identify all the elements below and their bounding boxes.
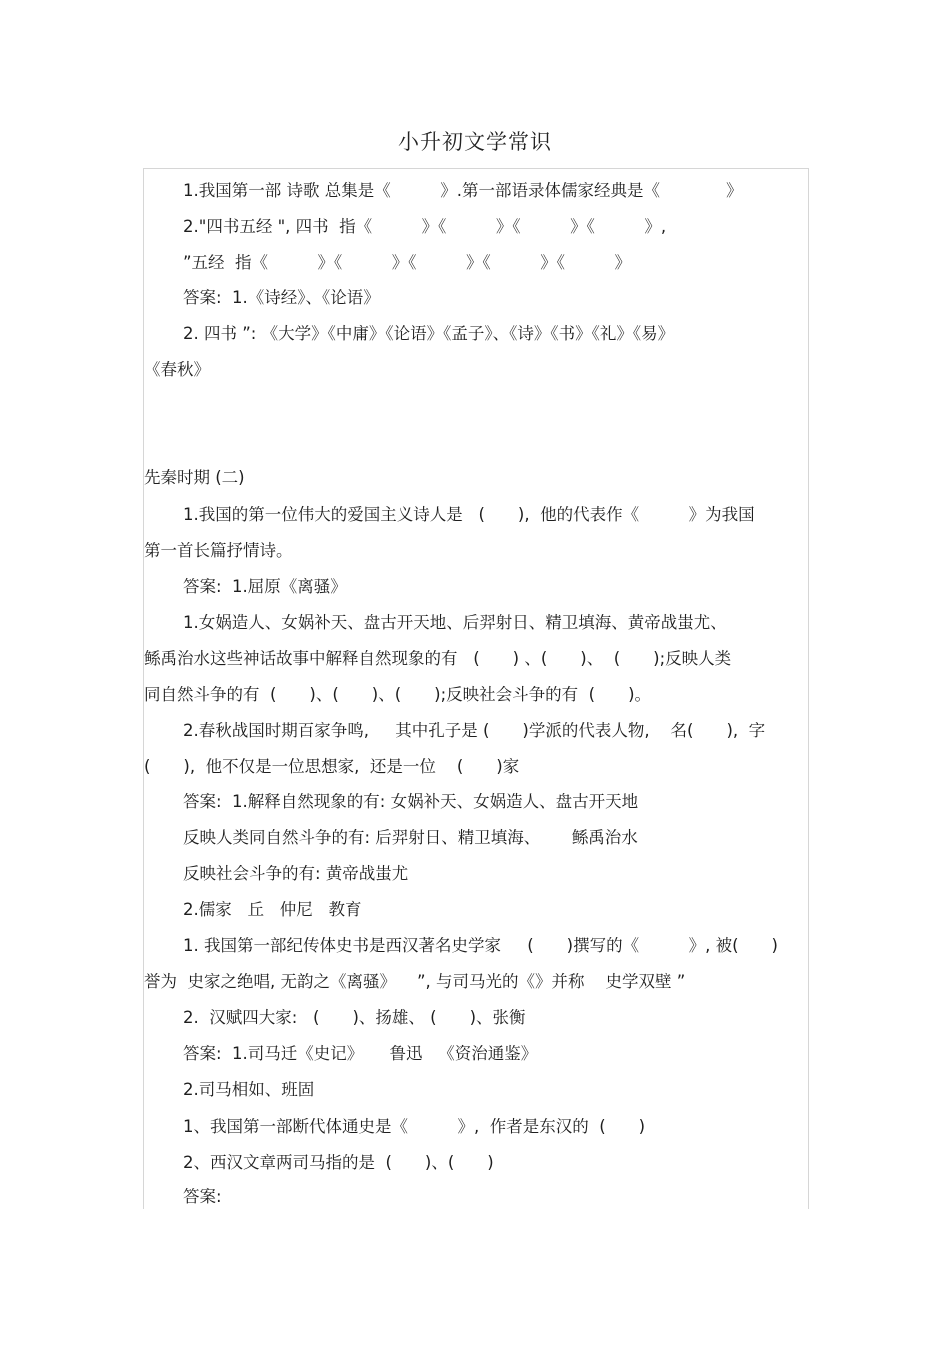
text-line: 答案: 1.解释自然现象的有: 女娲补天、女娲造人、盘古开天地 — [183, 792, 639, 811]
text-line: ”五经 指《 》《 》《 》《 》《 》 — [183, 253, 632, 272]
text-line: 1.我国的第一位伟大的爱国主义诗人是 ( ), 他的代表作《 》为我国 — [183, 505, 755, 524]
text-line: ( ), 他不仅是一位思想家, 还是一位 ( )家 — [144, 757, 520, 776]
text-line: 1、我国第一部断代体通史是《 》, 作者是东汉的 ( ) — [183, 1117, 646, 1136]
text-line: 2. 四书 ”: 《大学》《中庸》《论语》《孟子》、《诗》《书》《礼》《易》 — [183, 324, 675, 343]
text-line: 同自然斗争的有 ( )、( )、( );反映社会斗争的有 ( )。 — [144, 685, 652, 704]
text-line: 答案: 1.屈原《离骚》 — [183, 577, 347, 596]
text-line: 先秦时期 (二) — [144, 468, 245, 487]
text-line: 答案: 1.《诗经》、《论语》 — [183, 288, 380, 307]
text-line: 2.儒家 丘 仲尼 教育 — [183, 900, 362, 919]
text-line: 答案: — [183, 1187, 222, 1206]
text-line: 反映社会斗争的有: 黄帝战蚩尤 — [183, 864, 409, 883]
text-line: 鲧禹治水这些神话故事中解释自然现象的有 ( ) 、( )、 ( );反映人类 — [144, 649, 732, 668]
page-title: 小升初文学常识 — [398, 130, 552, 154]
text-line: 1.我国第一部 诗歌 总集是《 》.第一部语录体儒家经典是《 》 — [183, 181, 743, 200]
text-line: 反映人类同自然斗争的有: 后羿射日、精卫填海、 鲧禹治水 — [183, 828, 638, 847]
text-line: 答案: 1.司马迁《史记》 鲁迅 《资治通鉴》 — [183, 1044, 538, 1063]
text-line: 1. 我国第一部纪传体史书是西汉著名史学家 ( )撰写的《 》, 被( ) — [183, 936, 778, 955]
text-line: 2.司马相如、班固 — [183, 1080, 315, 1099]
text-line: 1.女娲造人、女娲补天、盘古开天地、后羿射日、精卫填海、黄帝战蚩尤、 — [183, 613, 727, 632]
text-line: 誉为 史家之绝唱, 无韵之《离骚》 ”, 与司马光的《》并称 史学双壁 ” — [144, 972, 686, 991]
text-line: 2. 汉赋四大家: ( )、扬雄、 ( )、张衡 — [183, 1008, 526, 1027]
text-line: 2、西汉文章两司马指的是 ( )、( ) — [183, 1153, 494, 1172]
text-line: 第一首长篇抒情诗。 — [144, 541, 293, 560]
text-line: 2.春秋战国时期百家争鸣, 其中孔子是 ( )学派的代表人物, 名( ), 字 — [183, 721, 766, 740]
text-line: 2."四书五经 ", 四书 指《 》《 》《 》《 》, — [183, 217, 667, 236]
text-line: 《春秋》 — [144, 360, 210, 379]
